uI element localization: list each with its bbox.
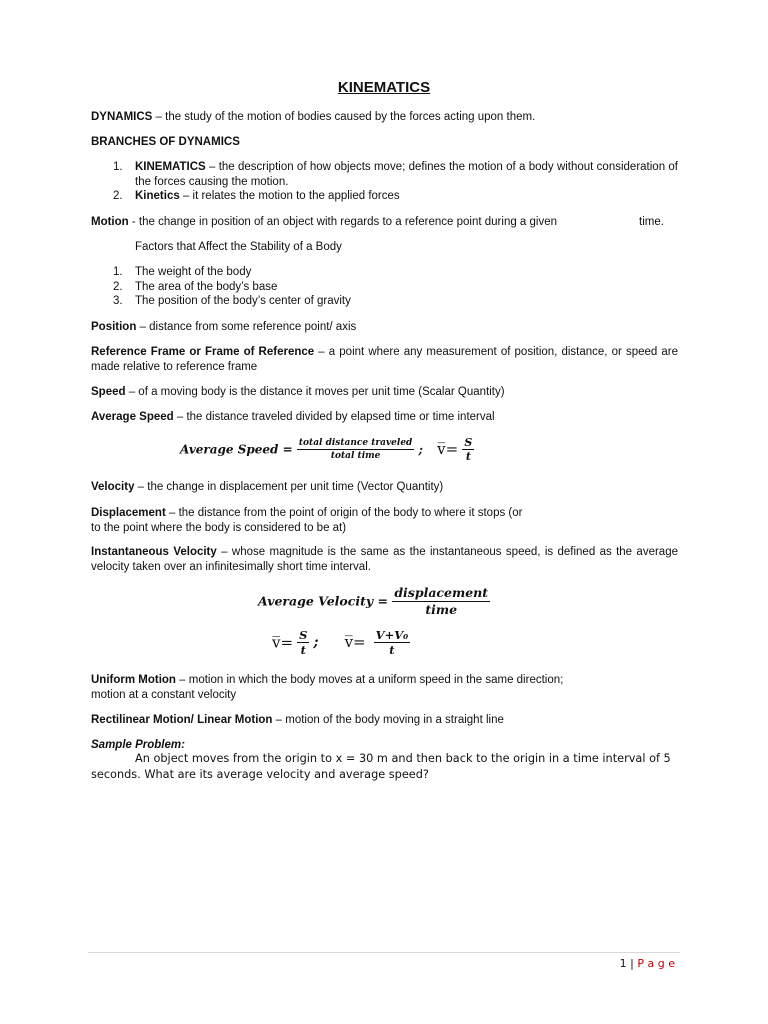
term: KINEMATICS (135, 161, 206, 173)
factors-list (91, 265, 678, 309)
equation-lhs: Average Velocity = (258, 593, 388, 609)
term: Average Speed (91, 411, 174, 423)
term: Kinetics (135, 190, 180, 202)
definition: – the description of how objects move; defines the motion of a body without consideration of the forces causing the motion. (135, 161, 678, 188)
list-item (91, 160, 678, 189)
item-number: 1. (113, 266, 123, 278)
term: Reference Frame or Frame of Reference (91, 346, 315, 358)
term: Motion (91, 216, 129, 228)
item-number: 2. (113, 280, 123, 293)
list-item (91, 280, 678, 295)
item-number: 1. (113, 161, 123, 173)
definition: – the change in displacement per unit time (Vector Quantity) (134, 481, 444, 493)
motion-definition (91, 215, 678, 230)
numerator: total distance traveled (298, 438, 413, 448)
term: Speed (91, 386, 126, 398)
average-velocity-equation (258, 585, 490, 618)
denominator: total time (330, 451, 381, 461)
velocity-definition (91, 480, 678, 495)
separator: ; (313, 634, 319, 651)
v-bar-symbol: v̅= (272, 633, 294, 652)
denominator: time (425, 602, 458, 617)
term: DYNAMICS (91, 111, 153, 123)
numerator: S (299, 628, 308, 642)
branches-heading: BRANCHES OF DYNAMICS (91, 136, 240, 148)
definition-line-2: motion at a constant velocity (91, 688, 237, 701)
item-text: The weight of the body (135, 266, 252, 278)
average-speed-definition (91, 410, 678, 425)
item-number: 2. (113, 190, 123, 202)
sample-problem-text: An object moves from the origin to x = 30 m and then back to the origin in a time interval of 5 seconds. What are its average velocity and average speed? (91, 752, 671, 781)
item-number: 3. (113, 295, 123, 307)
fraction (462, 436, 474, 463)
numerator: displacement (394, 585, 489, 600)
equation-lhs: Average Speed = (180, 442, 293, 457)
item-text: The position of the body’s center of gravity (135, 295, 351, 307)
factors-heading: Factors that Affect the Stability of a Body (135, 241, 342, 253)
fraction (297, 437, 414, 462)
numerator: V+V₀ (375, 628, 409, 642)
denominator: t (465, 450, 471, 463)
average-speed-equation (180, 436, 474, 463)
dynamics-definition (91, 110, 678, 125)
term: Uniform Motion (91, 674, 176, 686)
page-label: P a g e (637, 957, 675, 970)
fraction (297, 628, 309, 657)
definition: – it relates the motion to the applied forces (179, 190, 400, 202)
page-title: KINEMATICS (337, 79, 431, 96)
term: Instantaneous Velocity (91, 546, 217, 558)
rectilinear-motion-definition (91, 713, 678, 728)
page-number: 1 (619, 957, 627, 970)
item-text: The area of the body’s base (135, 280, 278, 293)
definition: – of a moving body is the distance it moves per unit time (Scalar Quantity) (125, 386, 505, 398)
separator: ; (418, 442, 423, 457)
branches-list (91, 160, 678, 204)
definition: – whose magnitude is the same as the instantaneous speed, is defined as the average velocity taken over an infinitesimally short time interval. (91, 546, 678, 573)
numerator: S (464, 436, 473, 449)
uniform-motion-definition (91, 673, 678, 702)
fraction (374, 628, 411, 657)
definition: – the distance traveled divided by elapsed time or time interval (173, 411, 495, 423)
fraction (392, 585, 490, 618)
list-item (91, 294, 678, 309)
term: Displacement (91, 507, 166, 519)
footer-divider (88, 952, 680, 953)
term: Velocity (91, 481, 135, 493)
page-footer (620, 957, 675, 972)
definition: - the change in position of an object with regards to a reference point during a given (128, 216, 558, 228)
definition: – distance from some reference point/ axis (136, 321, 357, 333)
definition: – motion in which the body moves at a uniform speed in the same direction; (175, 674, 564, 686)
definition: – the study of the motion of bodies caused by the forces acting upon them. (152, 111, 536, 123)
definition: – the distance from the point of origin of the body to where it stops (or (165, 507, 523, 519)
definition: – motion of the body moving in a straight line (272, 714, 504, 726)
instantaneous-velocity-definition (91, 545, 678, 574)
term: Position (91, 321, 137, 333)
sample-problem-heading: Sample Problem: (91, 739, 185, 751)
denominator: t (389, 643, 395, 657)
denominator: t (300, 643, 306, 657)
list-item (91, 265, 678, 280)
footer-separator: | (626, 957, 638, 970)
displacement-definition (91, 506, 678, 535)
definition-tail: time. (639, 216, 664, 228)
term: Rectilinear Motion/ Linear Motion (91, 714, 273, 726)
position-definition (91, 320, 678, 335)
velocity-equations (272, 628, 410, 657)
v-bar-symbol: v̅= (437, 440, 459, 459)
definition: – a point where any measurement of position, distance, or speed are made relative to reference frame (91, 346, 679, 373)
reference-frame-definition (91, 345, 678, 374)
v-bar-symbol: v̅= (344, 633, 366, 652)
speed-definition (91, 385, 678, 400)
definition-line-2: to the point where the body is considered to be at) (91, 521, 347, 534)
list-item (91, 189, 678, 204)
